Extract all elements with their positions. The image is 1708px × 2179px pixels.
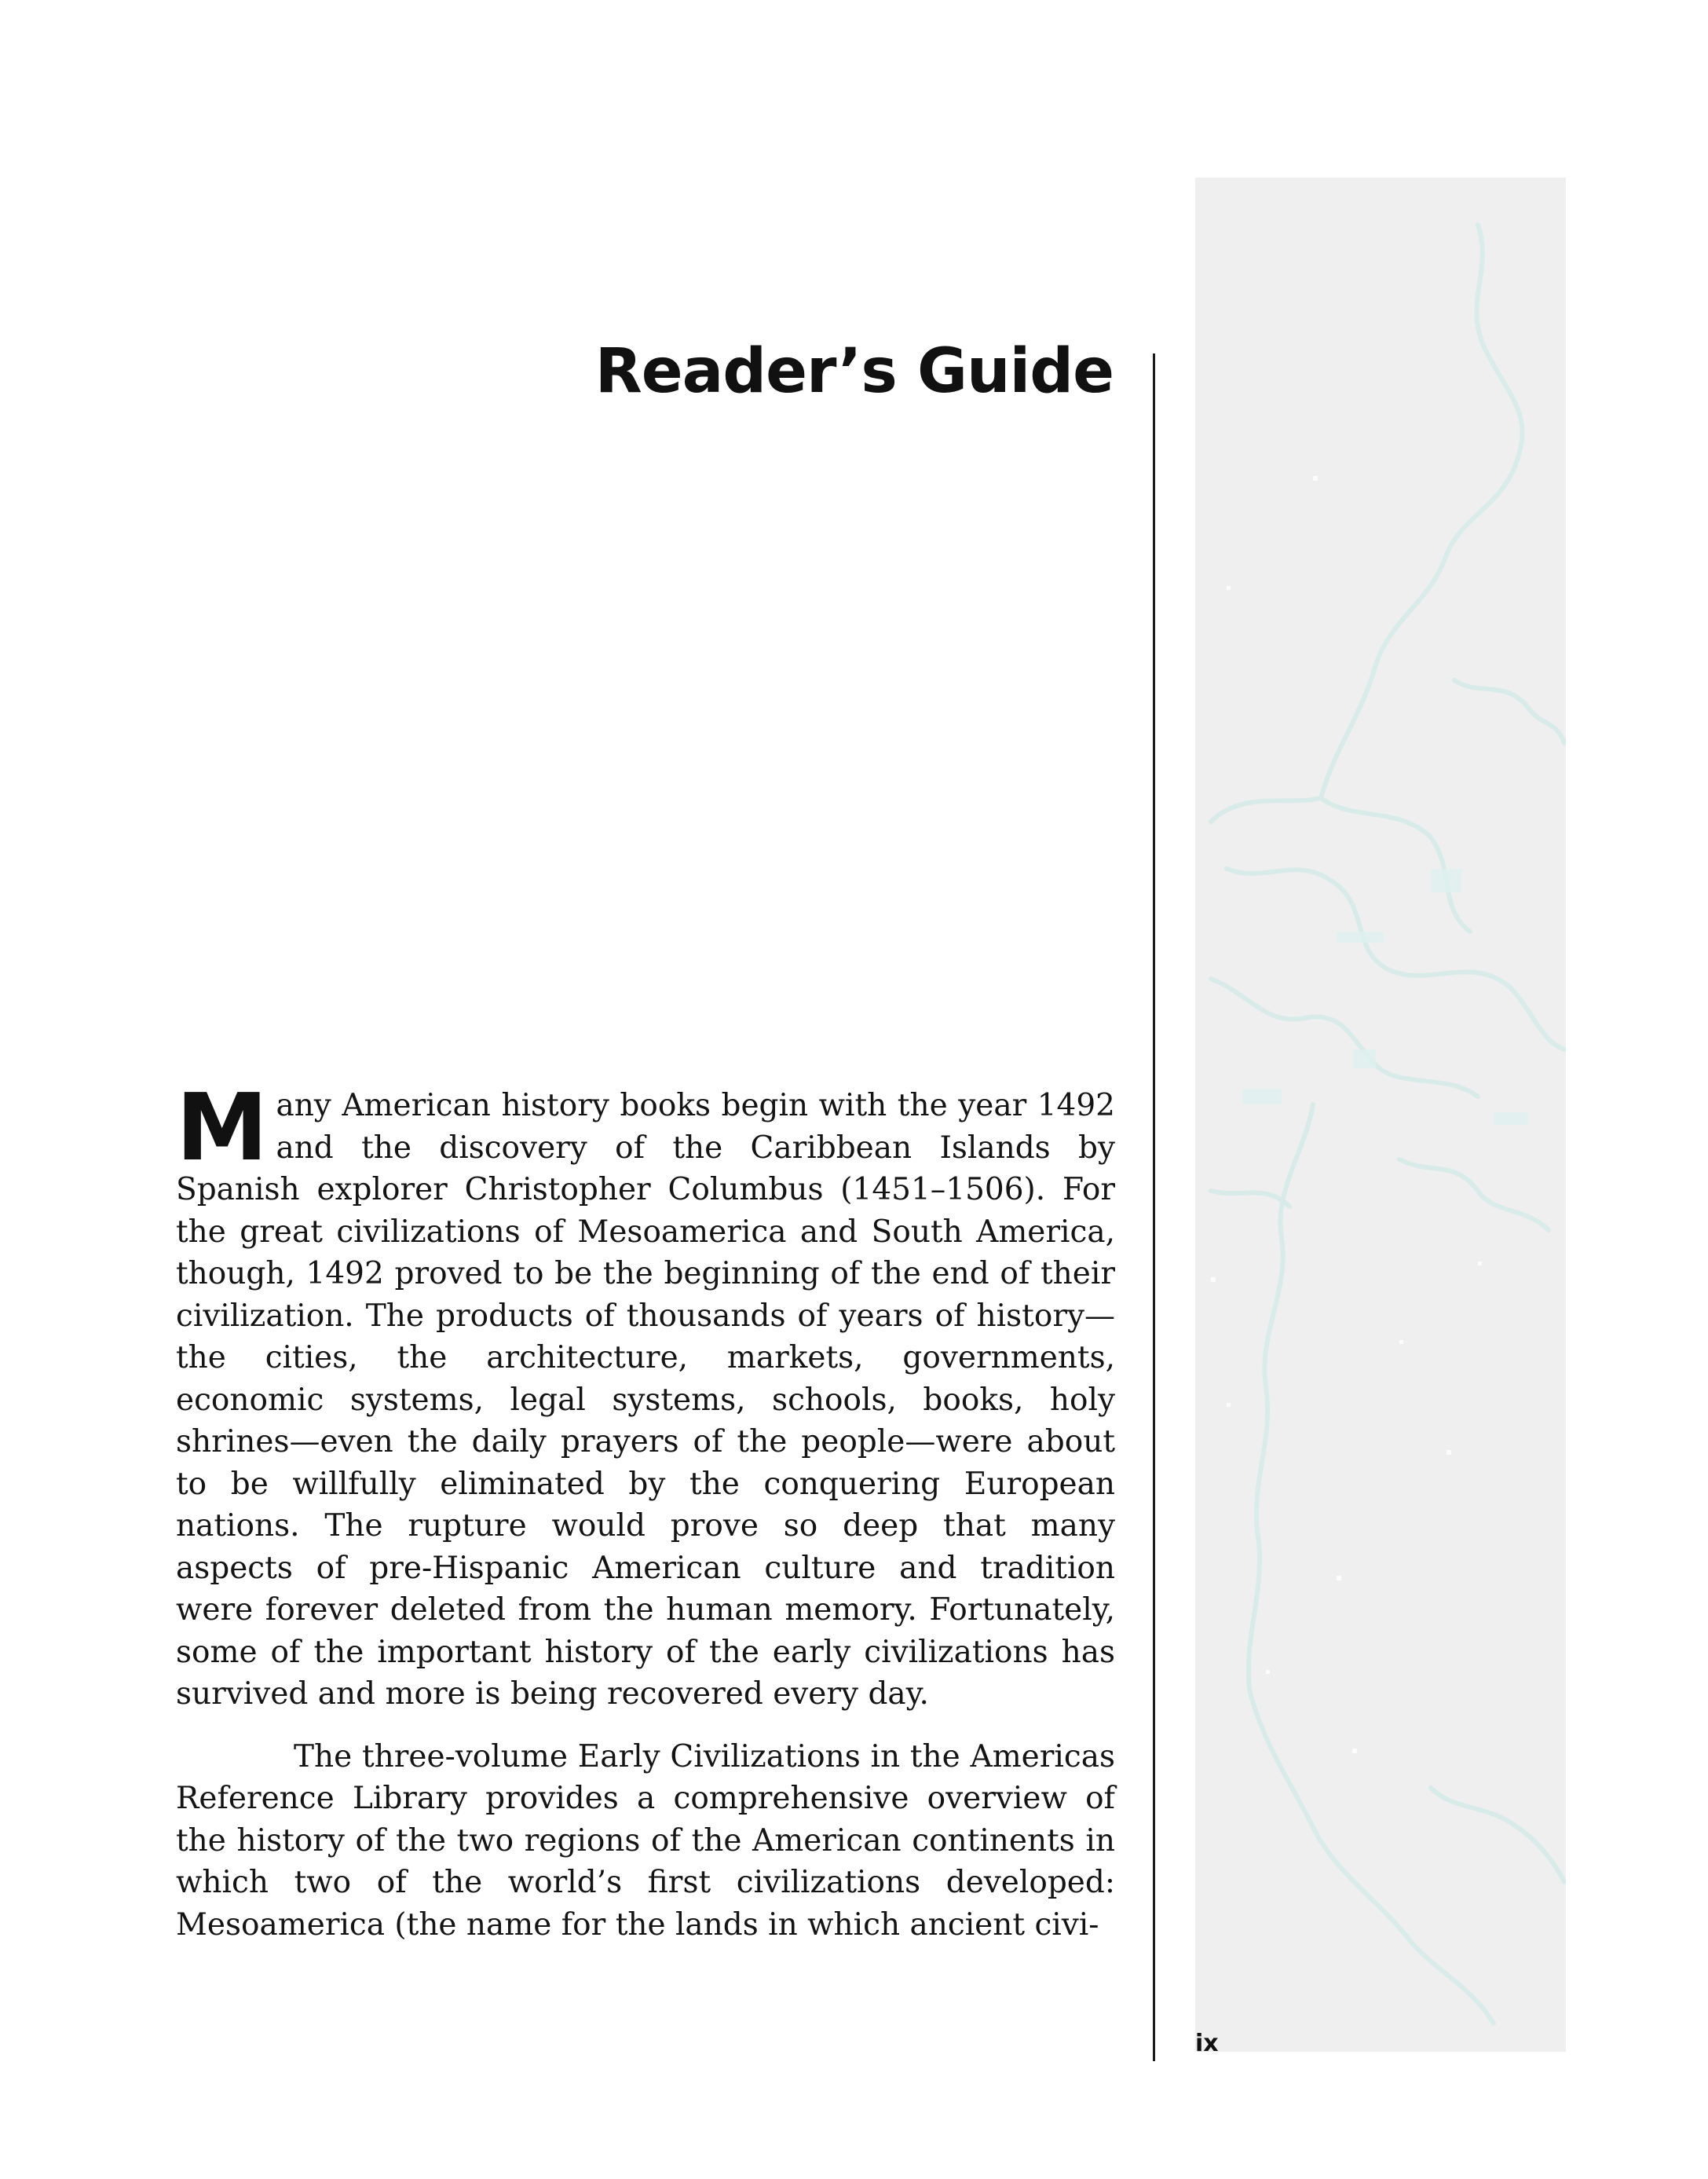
paragraph-1 [176, 1073, 1115, 1716]
drop-cap: M [176, 1073, 269, 1181]
map-texture-icon [1195, 178, 1566, 2052]
vertical-rule [1153, 353, 1155, 2061]
body-text [176, 1073, 1115, 1946]
page-number: ix [1195, 2030, 1219, 2057]
paragraph-2: The three-volume Early Civilizations in the Americas Reference Library provides a comprehensive overview of the history of the two regions of the American continents in which two of the world’s first civilizations developed: Mesoamerica (the name for the lands in which ancient civi- [176, 1738, 1115, 1943]
side-map-panel [1195, 178, 1566, 2052]
page-title: Reader’s Guide [594, 336, 1114, 407]
paragraph-1-text: any American history books begin with the year 1492 and the discovery of the Caribbean Islands by Spanish explorer Christopher Columbus (1451–1506). For the great civilizations of Mesoamerica and South America, though, 1492 proved to be the beginning of the end of their civilization. The products of thousands of years of history—the cities, the architecture, markets, governments, economic systems, legal systems, schools, books, holy shrines—even the daily prayers of the people—were about to be willfully eliminated by the conquering European nations. The rupture would prove so deep that many aspects of pre-Hispanic American culture and tradition were forever deleted from the human memory. Fortunately, some of the important history of the early civilizations has survived and more is being recovered every day. [176, 1088, 1115, 1712]
